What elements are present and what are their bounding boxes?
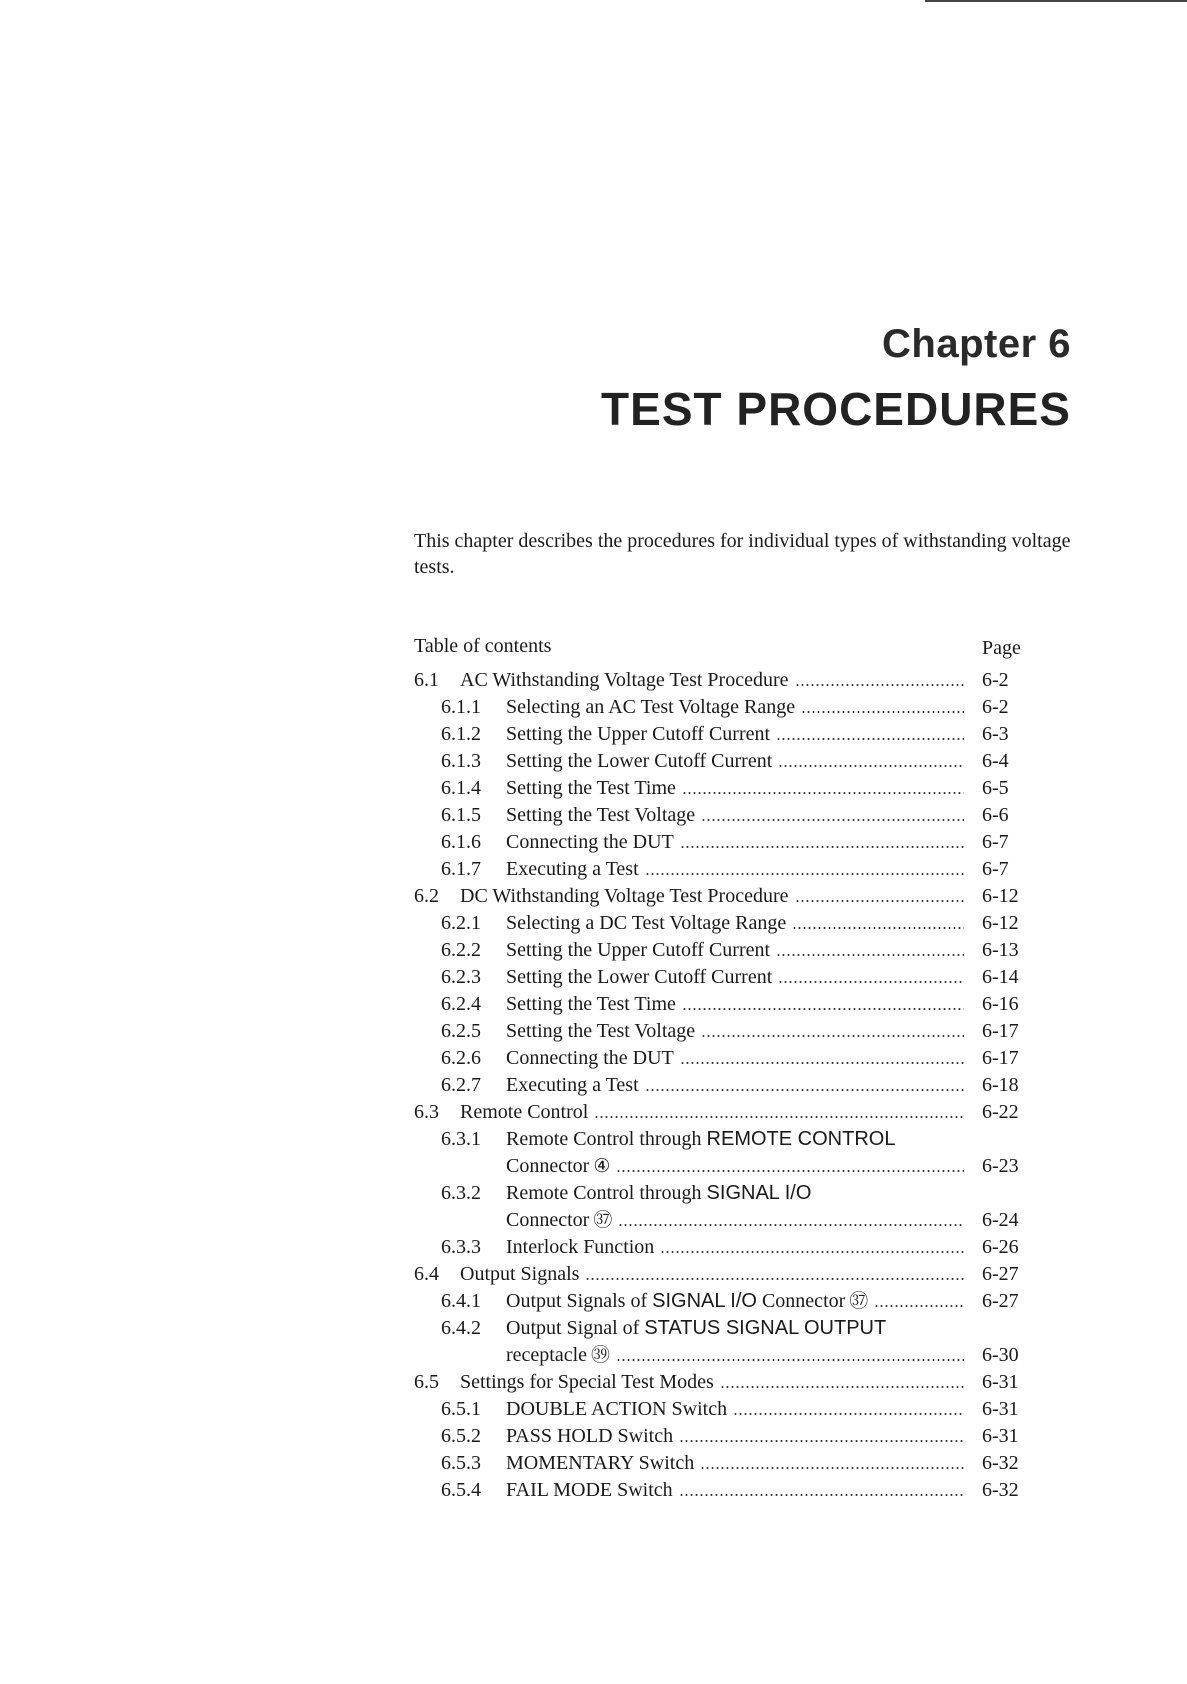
toc-entry-title — [506, 991, 964, 1018]
toc-entry-page: 6-2 — [982, 669, 1009, 691]
toc-entry-number: 6.5 — [414, 1371, 439, 1393]
toc-entry-title-text — [506, 694, 795, 721]
dot-leader — [618, 1223, 964, 1227]
toc-entry-title-text — [506, 748, 772, 775]
toc-entry[interactable] — [414, 991, 1026, 1018]
connector-number-icon: ㊴ — [591, 1344, 611, 1366]
toc-entry-title — [506, 1234, 964, 1261]
toc-entry-title-text — [460, 883, 789, 910]
toc-entry-page: 6-27 — [982, 1290, 1019, 1312]
toc-entry-title-text — [460, 1369, 714, 1396]
toc-entry-title-part: DC Withstanding Voltage Test Procedure — [460, 885, 789, 907]
toc-entry[interactable] — [414, 1045, 1026, 1072]
toc-entry-title — [460, 883, 964, 910]
toc-entry-number: 6.1.4 — [441, 777, 481, 799]
toc-entry-title-part: Selecting an AC Test Voltage Range — [506, 696, 796, 718]
toc-entry-number: 6.4.1 — [441, 1290, 481, 1312]
toc-entry-page: 6-31 — [982, 1425, 1019, 1447]
toc-entry-title-part: Executing a Test — [506, 858, 639, 880]
toc-entry-title-part: Setting the Lower Cutoff Current — [506, 750, 773, 772]
toc-entry[interactable] — [414, 1315, 1026, 1369]
toc-entry-title-part: Setting the Test Time — [506, 777, 676, 799]
toc-entry-number: 6.4 — [414, 1263, 439, 1285]
dot-leader — [616, 1169, 964, 1173]
toc-entry-title-part: Setting the Upper Cutoff Current — [506, 939, 771, 961]
toc-entry-title-part: Connecting the DUT — [506, 831, 674, 853]
toc-entry-title — [460, 1261, 964, 1288]
toc-entry-title-text — [506, 721, 770, 748]
toc-entry-title-part: Executing a Test — [506, 1074, 639, 1096]
toc-entry-title-part: SIGNAL I/O — [652, 1290, 757, 1312]
connector-number-icon: ㊲ — [849, 1290, 869, 1312]
toc-entry[interactable] — [414, 1099, 1026, 1126]
toc-entry-title — [506, 1072, 964, 1099]
toc-entry-title — [506, 1207, 964, 1234]
toc-entry-title-part: Setting the Test Voltage — [506, 1020, 696, 1042]
toc-entry-number: 6.5.3 — [441, 1452, 481, 1474]
toc-entry-number: 6.1 — [414, 669, 439, 691]
toc-entry-title — [506, 964, 964, 991]
toc-entry-title-line1 — [506, 1180, 811, 1207]
toc-entry-page: 6-17 — [982, 1020, 1019, 1042]
toc-entry-title-part: REMOTE CONTROL — [706, 1128, 896, 1150]
toc-entry-title-part: Output Signal of — [506, 1317, 645, 1339]
toc-entry-title-part: MOMENTARY Switch — [506, 1452, 695, 1474]
toc-entry[interactable] — [414, 1072, 1026, 1099]
toc-entry-title-part: STATUS SIGNAL OUTPUT — [644, 1317, 887, 1339]
toc-entry-number: 6.2.6 — [441, 1047, 481, 1069]
toc-entry-title — [506, 775, 964, 802]
toc-entry-title-part: Selecting a DC Test Voltage Range — [506, 912, 787, 934]
toc-entry-title-text — [506, 991, 676, 1018]
dot-leader — [585, 1277, 964, 1281]
toc-entry[interactable] — [414, 1126, 1026, 1180]
toc-entry-title-text — [506, 1396, 727, 1423]
toc-entry-title-text — [506, 964, 772, 991]
connector-number-icon: ④ — [593, 1155, 611, 1177]
dot-leader — [660, 1250, 964, 1254]
dot-leader — [795, 683, 964, 687]
dot-leader — [720, 1385, 964, 1389]
toc-entry[interactable] — [414, 856, 1026, 883]
toc-entry-title — [460, 667, 964, 694]
toc-page-heading: Page — [982, 637, 1021, 659]
toc-entry-title-text — [506, 1153, 610, 1180]
toc-entry-title-text — [506, 1423, 673, 1450]
toc-entry-title-part: Output Signals — [460, 1263, 580, 1285]
toc-entry-page: 6-14 — [982, 966, 1019, 988]
toc-entry-page: 6-31 — [982, 1398, 1019, 1420]
table-of-contents — [414, 633, 1026, 1504]
toc-entry-page: 6-4 — [982, 750, 1009, 772]
toc-entry-title-part: AC Withstanding Voltage Test Procedure — [460, 669, 789, 691]
toc-entry[interactable] — [414, 1234, 1026, 1261]
toc-entry[interactable] — [414, 1396, 1026, 1423]
toc-entry-title — [506, 748, 964, 775]
toc-entry[interactable] — [414, 1423, 1026, 1450]
toc-entry-title-text — [460, 1261, 579, 1288]
toc-entry-title — [506, 1018, 964, 1045]
toc-entry-title — [506, 910, 964, 937]
toc-entry-page: 6-2 — [982, 696, 1009, 718]
toc-entry-page: 6-26 — [982, 1236, 1019, 1258]
connector-number-icon: ㊲ — [593, 1209, 613, 1231]
toc-entry-title-text — [506, 1342, 610, 1369]
toc-entry-title-part: Connecting the DUT — [506, 1047, 674, 1069]
toc-heading: Table of contents — [414, 635, 552, 657]
dot-leader — [645, 872, 964, 876]
chapter-intro: This chapter describes the procedures for individual types of withstanding voltage tests. — [414, 530, 1071, 578]
toc-entry-title-text — [506, 802, 695, 829]
dot-leader — [679, 1439, 964, 1443]
toc-entry-title-part: Connector — [756, 1290, 846, 1312]
toc-entry-title — [506, 1045, 964, 1072]
toc-entry[interactable] — [414, 1477, 1026, 1504]
toc-entry-title-text — [506, 1018, 695, 1045]
toc-entry[interactable] — [414, 964, 1026, 991]
toc-entry-number: 6.3.1 — [441, 1128, 481, 1150]
toc-entry-title-text — [506, 1288, 868, 1315]
toc-entry-title — [506, 721, 964, 748]
toc-entry-title — [460, 1099, 964, 1126]
toc-entry-title-part: Connector — [506, 1209, 590, 1231]
toc-entry[interactable] — [414, 1369, 1026, 1396]
toc-entry[interactable] — [414, 910, 1026, 937]
toc-entry-title-part: Interlock Function — [506, 1236, 655, 1258]
dot-leader — [682, 791, 964, 795]
toc-entry-number: 6.2.1 — [441, 912, 481, 934]
toc-entry-title — [506, 802, 964, 829]
toc-entry-number: 6.2.4 — [441, 993, 481, 1015]
toc-entry-page: 6-31 — [982, 1371, 1019, 1393]
toc-entry-page: 6-32 — [982, 1479, 1019, 1501]
toc-entry-page: 6-12 — [982, 912, 1019, 934]
toc-entry-title-text — [506, 1072, 639, 1099]
toc-entry-number: 6.5.4 — [441, 1479, 481, 1501]
toc-entry[interactable] — [414, 829, 1026, 856]
dot-leader — [680, 1061, 964, 1065]
toc-entry-number: 6.5.2 — [441, 1425, 481, 1447]
scan-edge-line — [925, 0, 1187, 2]
toc-entry-title-part: Remote Control through — [506, 1182, 707, 1204]
toc-entry[interactable] — [414, 1288, 1026, 1315]
toc-entry-number: 6.1.7 — [441, 858, 481, 880]
toc-entry-title-part: PASS HOLD Switch — [506, 1425, 674, 1447]
toc-entry-title-part: Output Signals of — [506, 1290, 653, 1312]
toc-entry-number: 6.2.7 — [441, 1074, 481, 1096]
toc-entry-title-text — [506, 1045, 674, 1072]
toc-entry-number: 6.3.3 — [441, 1236, 481, 1258]
dot-leader — [795, 899, 964, 903]
toc-entry-number: 6.3.2 — [441, 1182, 481, 1204]
dot-leader — [645, 1088, 964, 1092]
toc-entry[interactable] — [414, 775, 1026, 802]
toc-entry-title-part: Remote Control through — [506, 1128, 707, 1150]
toc-entry-title-text — [506, 1477, 673, 1504]
toc-entry-page: 6-3 — [982, 723, 1009, 745]
toc-entry-title — [506, 1450, 964, 1477]
toc-entry[interactable] — [414, 883, 1026, 910]
toc-entry-title-part: FAIL MODE Switch — [506, 1479, 673, 1501]
toc-entry-page: 6-18 — [982, 1074, 1019, 1096]
toc-entry-number: 6.2.3 — [441, 966, 481, 988]
toc-entry-title-part: SIGNAL I/O — [706, 1182, 812, 1204]
toc-entry[interactable] — [414, 1018, 1026, 1045]
toc-entry-page: 6-7 — [982, 858, 1009, 880]
toc-entry-page: 6-5 — [982, 777, 1009, 799]
toc-entry[interactable] — [414, 937, 1026, 964]
dot-leader — [776, 953, 964, 957]
toc-entry[interactable] — [414, 748, 1026, 775]
toc-entry-number: 6.1.3 — [441, 750, 481, 772]
toc-entry[interactable] — [414, 802, 1026, 829]
toc-entry-title-part: Settings for Special Test Modes — [460, 1371, 714, 1393]
toc-entry[interactable] — [414, 1261, 1026, 1288]
dot-leader — [701, 1034, 964, 1038]
toc-entry-page: 6-12 — [982, 885, 1019, 907]
dot-leader — [679, 1493, 964, 1497]
toc-entry-title-text — [460, 667, 789, 694]
toc-entry-title-text — [506, 1234, 654, 1261]
toc-entry-title — [506, 1477, 964, 1504]
dot-leader — [792, 926, 964, 930]
toc-entry-title — [506, 1288, 964, 1315]
toc-entry-title-text — [460, 1099, 588, 1126]
toc-entry-title-part: receptacle — [506, 1344, 588, 1366]
toc-entry-title — [506, 694, 964, 721]
toc-entry-page: 6-22 — [982, 1101, 1019, 1123]
toc-entry-title-text — [506, 829, 674, 856]
toc-entry-title-part: Connector — [506, 1155, 590, 1177]
dot-leader — [700, 1466, 964, 1470]
toc-entry-page: 6-32 — [982, 1452, 1019, 1474]
toc-entry-title-part: Setting the Lower Cutoff Current — [506, 966, 773, 988]
toc-entry-page: 6-6 — [982, 804, 1009, 826]
toc-entry-title — [506, 1342, 964, 1369]
toc-entry[interactable] — [414, 1180, 1026, 1234]
toc-entry-title-text — [506, 775, 676, 802]
toc-entry-title — [460, 1369, 964, 1396]
toc-entry-title-text — [506, 856, 639, 883]
toc-entries — [414, 667, 1026, 1504]
toc-entry-title — [506, 829, 964, 856]
toc-entry-title-part: Setting the Upper Cutoff Current — [506, 723, 771, 745]
toc-entry-page: 6-24 — [982, 1209, 1019, 1231]
toc-header — [414, 633, 1026, 667]
dot-leader — [874, 1304, 964, 1308]
toc-entry-page: 6-7 — [982, 831, 1009, 853]
dot-leader — [733, 1412, 964, 1416]
toc-entry-title-part: Setting the Test Time — [506, 993, 676, 1015]
toc-entry-title — [506, 856, 964, 883]
toc-entry-page: 6-27 — [982, 1263, 1019, 1285]
dot-leader — [594, 1115, 964, 1119]
chapter-title: TEST PROCEDURES — [601, 383, 1071, 435]
dot-leader — [616, 1358, 964, 1362]
toc-entry-number: 6.3 — [414, 1101, 439, 1123]
dot-leader — [778, 764, 964, 768]
toc-entry-page: 6-13 — [982, 939, 1019, 961]
toc-entry-title — [506, 937, 964, 964]
toc-entry-title — [506, 1396, 964, 1423]
dot-leader — [680, 845, 964, 849]
toc-entry-title-line1 — [506, 1126, 895, 1153]
dot-leader — [701, 818, 964, 822]
dot-leader — [776, 737, 964, 741]
dot-leader — [682, 1007, 964, 1011]
toc-entry[interactable] — [414, 721, 1026, 748]
toc-entry-title-part: Remote Control — [460, 1101, 589, 1123]
toc-entry-title — [506, 1423, 964, 1450]
toc-entry-title-part: Setting the Test Voltage — [506, 804, 696, 826]
toc-entry-number: 6.1.6 — [441, 831, 481, 853]
toc-entry-number: 6.1.5 — [441, 804, 481, 826]
toc-entry[interactable] — [414, 667, 1026, 694]
toc-entry-title-line1 — [506, 1315, 886, 1342]
toc-entry-title — [506, 1153, 964, 1180]
dot-leader — [801, 710, 964, 714]
toc-entry-number: 6.1.1 — [441, 696, 481, 718]
toc-entry-title-text — [506, 937, 770, 964]
toc-entry-number: 6.2 — [414, 885, 439, 907]
toc-entry-title-part: DOUBLE ACTION Switch — [506, 1398, 728, 1420]
toc-entry-page: 6-17 — [982, 1047, 1019, 1069]
dot-leader — [778, 980, 964, 984]
toc-entry[interactable] — [414, 1450, 1026, 1477]
toc-entry[interactable] — [414, 694, 1026, 721]
toc-entry-number: 6.1.2 — [441, 723, 481, 745]
toc-entry-page: 6-23 — [982, 1155, 1019, 1177]
toc-entry-number: 6.2.2 — [441, 939, 481, 961]
toc-entry-number: 6.5.1 — [441, 1398, 481, 1420]
toc-entry-title-text — [506, 1450, 694, 1477]
toc-entry-page: 6-30 — [982, 1344, 1019, 1366]
toc-entry-title-text — [506, 1207, 612, 1234]
toc-entry-number: 6.2.5 — [441, 1020, 481, 1042]
toc-entry-title-text — [506, 910, 786, 937]
toc-entry-page: 6-16 — [982, 993, 1019, 1015]
toc-entry-number: 6.4.2 — [441, 1317, 481, 1339]
chapter-label: Chapter 6 — [882, 322, 1071, 366]
